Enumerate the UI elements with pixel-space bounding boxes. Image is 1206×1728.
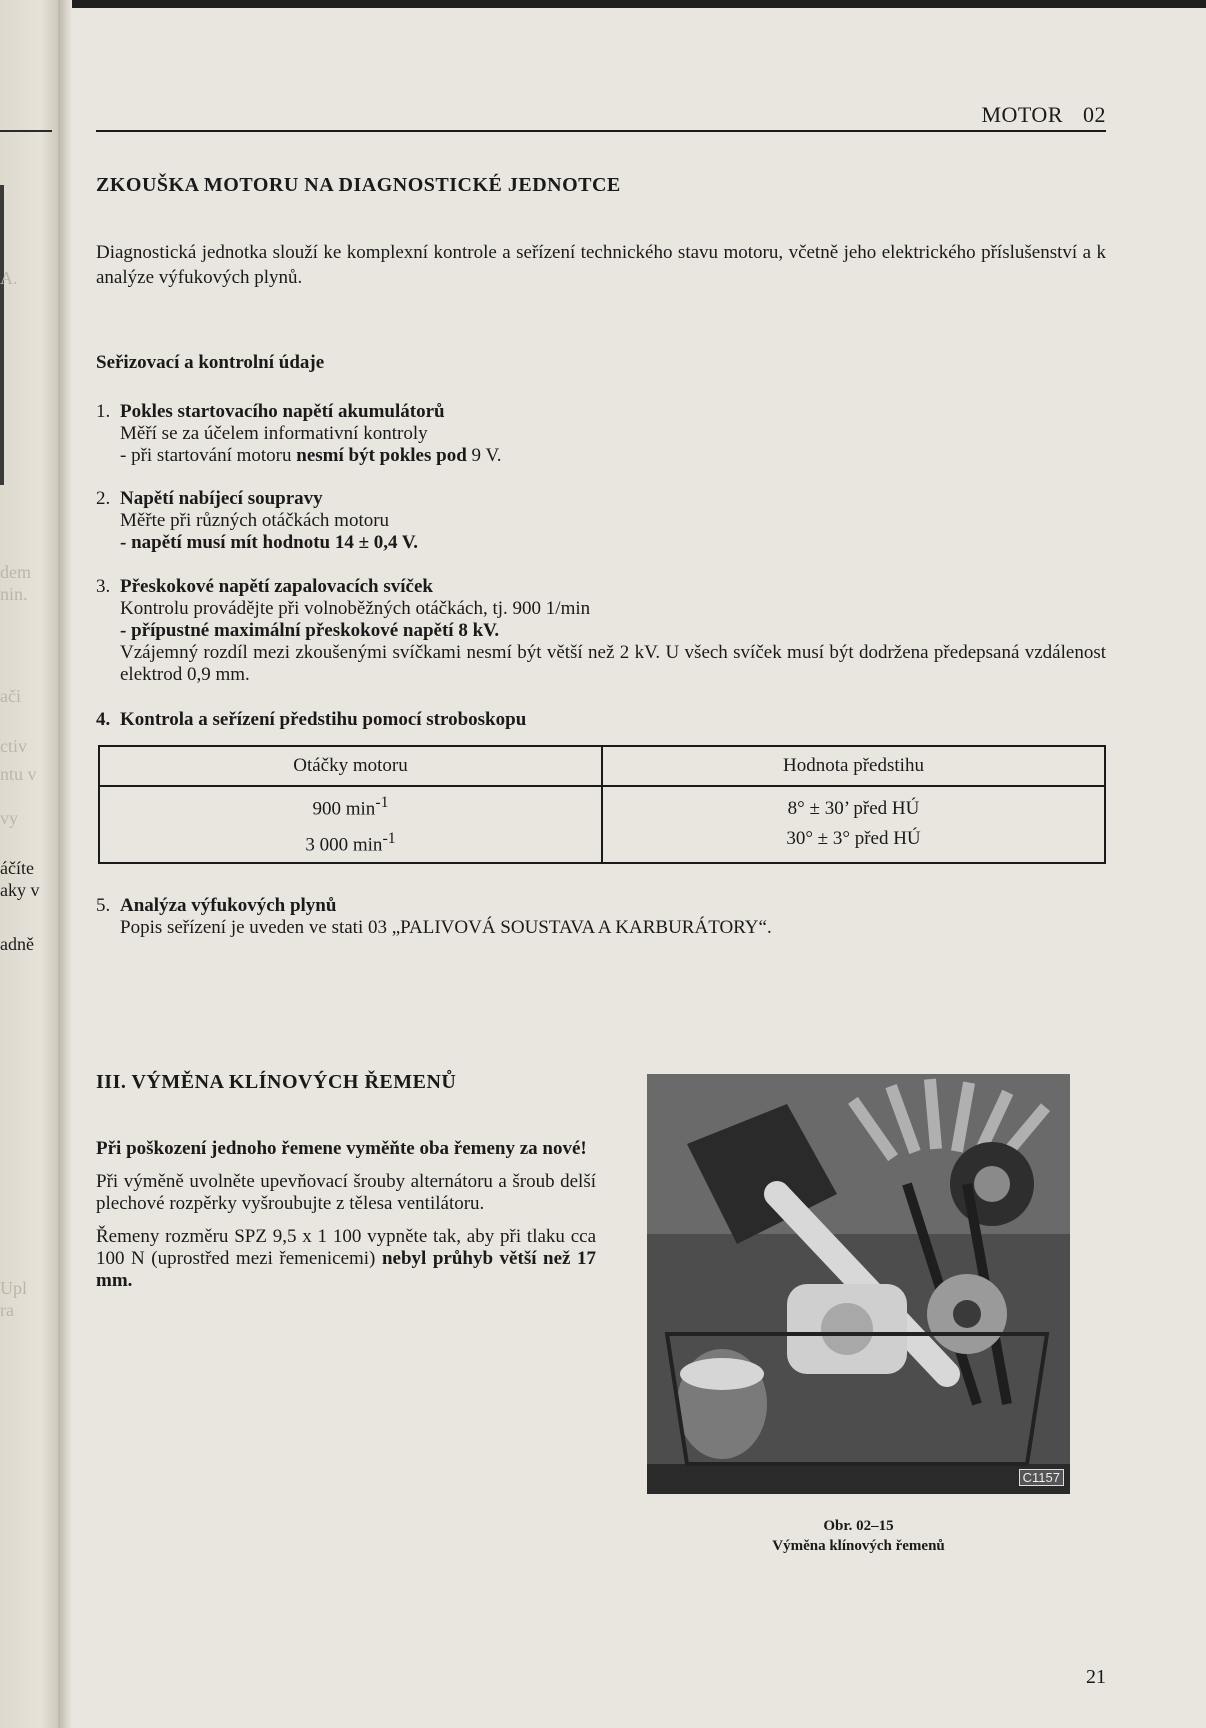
adjacent-page-fragment: ntu v bbox=[0, 764, 37, 784]
list-item-text-bold: - přípustné maximální přeskokové napětí 8 kV. bbox=[120, 620, 500, 641]
adjacent-page-fragment: ctiv bbox=[0, 736, 27, 756]
ignition-timing-table bbox=[98, 745, 1106, 864]
header-number: 02 bbox=[1083, 102, 1106, 127]
page-number: 21 bbox=[1086, 1666, 1106, 1688]
adjacent-page-fragment: aky v bbox=[0, 880, 40, 900]
list-item-title: Přeskokové napětí zapalovacích svíček bbox=[120, 576, 433, 597]
warning-paragraph: Při poškození jednoho řemene vyměňte oba řemeny za nové! bbox=[96, 1138, 587, 1159]
list-item-text: Popis seřízení je uveden ve stati 03 „PALIVOVÁ SOUSTAVA A KARBURÁTORY“. bbox=[120, 917, 772, 938]
page-top-edge bbox=[0, 0, 1206, 8]
adjacent-page-fragment: ra bbox=[0, 1300, 14, 1320]
table-cell-advance: 8° ± 30’ před HÚ 30° ± 3° před HÚ bbox=[602, 786, 1105, 863]
adjacent-page-fragment: adně bbox=[0, 934, 34, 954]
adjacent-page-strip bbox=[0, 0, 58, 1728]
running-header bbox=[981, 102, 1106, 128]
belt-replacement-photo bbox=[647, 1074, 1070, 1494]
table-header-rpm: Otáčky motoru bbox=[99, 746, 602, 786]
table-cell-rpm: 900 $\min^{-1}$ 3 000 $\min^{-1}$ bbox=[99, 786, 602, 863]
adjacent-page-fragment: vy bbox=[0, 808, 18, 828]
adjacent-page-fragment: áčíte bbox=[0, 858, 34, 878]
adjacent-page-fragment: A. bbox=[0, 268, 18, 288]
list-item-number: 3. bbox=[96, 576, 111, 597]
list-item-1 bbox=[96, 401, 1106, 467]
adjacent-page-photo-edge bbox=[0, 185, 4, 485]
list-item-number: 5. bbox=[96, 895, 111, 916]
belt-replacement-text bbox=[96, 1138, 596, 1303]
adjacent-page-fragment: Upl bbox=[0, 1278, 27, 1298]
list-item-text-line: - při startování motoru nesmí být pokles pod 9 V. bbox=[120, 445, 502, 466]
figure-caption: Výměna klínových řemenů bbox=[772, 1538, 945, 1554]
list-item-text: Měří se za účelem informativní kontroly bbox=[120, 423, 428, 444]
list-item-text: Kontrolu provádějte při volnoběžných otáčkách, tj. 900 1/min bbox=[120, 598, 591, 619]
list-item-title: Napětí nabíjecí soupravy bbox=[120, 488, 323, 509]
list-item-number: 2. bbox=[96, 488, 111, 509]
list-item-text: Měřte při různých otáčkách motoru bbox=[120, 510, 390, 531]
manual-page bbox=[72, 8, 1206, 1728]
adjacent-page-rule bbox=[0, 130, 52, 132]
engine-photo-illustration bbox=[647, 1074, 1070, 1494]
list-item-text-bold: - napětí musí mít hodnotu 14 ± 0,4 V. bbox=[120, 532, 418, 553]
adjacent-page-fragment: dem bbox=[0, 562, 31, 582]
photo-code-label: C1157 bbox=[1019, 1469, 1064, 1486]
figure-number: Obr. 02–15 bbox=[823, 1518, 894, 1534]
list-item-title: Analýza výfukových plynů bbox=[120, 895, 337, 916]
list-item-number: 4. bbox=[96, 709, 111, 730]
intro-paragraph: Diagnostická jednotka slouží ke komplexní kontrole a seřízení technického stavu motoru, včetně jeho elektrického příslušenství a k analýze výfukových plynů. bbox=[96, 242, 1106, 288]
belt-spec-paragraph: Řemeny rozměru SPZ 9,5 x 1 100 vypněte tak, aby při tlaku cca 100 N (uprostřed mezi řemenicemi) nebyl průhyb větší než 17 mm. bbox=[96, 1226, 597, 1291]
list-item-3 bbox=[96, 576, 1106, 686]
table-row bbox=[99, 786, 1105, 863]
list-item-5 bbox=[96, 895, 1106, 939]
list-item-title: Pokles startovacího napětí akumulátorů bbox=[120, 401, 445, 422]
list-item-2 bbox=[96, 488, 1106, 554]
settings-heading: Seřizovací a kontrolní údaje bbox=[96, 352, 325, 373]
list-item-title: Kontrola a seřízení předstihu pomocí stroboskopu bbox=[120, 709, 527, 730]
list-item-number: 1. bbox=[96, 401, 111, 422]
list-item-4 bbox=[96, 709, 1106, 731]
adjacent-page-fragment: nin. bbox=[0, 584, 28, 604]
list-item-text: Vzájemný rozdíl mezi zkoušenými svíčkami nesmí být větší než 2 kV. U všech svíček musí být dodržena předepsaná vzdálenost elektrod 0,9 mm. bbox=[120, 642, 1106, 685]
book-gutter bbox=[58, 0, 72, 1728]
adjacent-page-fragment: ači bbox=[0, 686, 21, 706]
section-heading: ZKOUŠKA MOTORU NA DIAGNOSTICKÉ JEDNOTCE bbox=[96, 174, 621, 196]
procedure-paragraph: Při výměně uvolněte upevňovací šrouby alternátoru a šroub delší plechové rozpěrky vyšroubujte z tělesa ventilátoru. bbox=[96, 1171, 596, 1214]
header-section: MOTOR bbox=[981, 102, 1063, 127]
section-3-heading: III. VÝMĚNA KLÍNOVÝCH ŘEMENŮ bbox=[96, 1071, 457, 1093]
header-rule bbox=[96, 130, 1106, 132]
table-header-advance: Hodnota předstihu bbox=[602, 746, 1105, 786]
